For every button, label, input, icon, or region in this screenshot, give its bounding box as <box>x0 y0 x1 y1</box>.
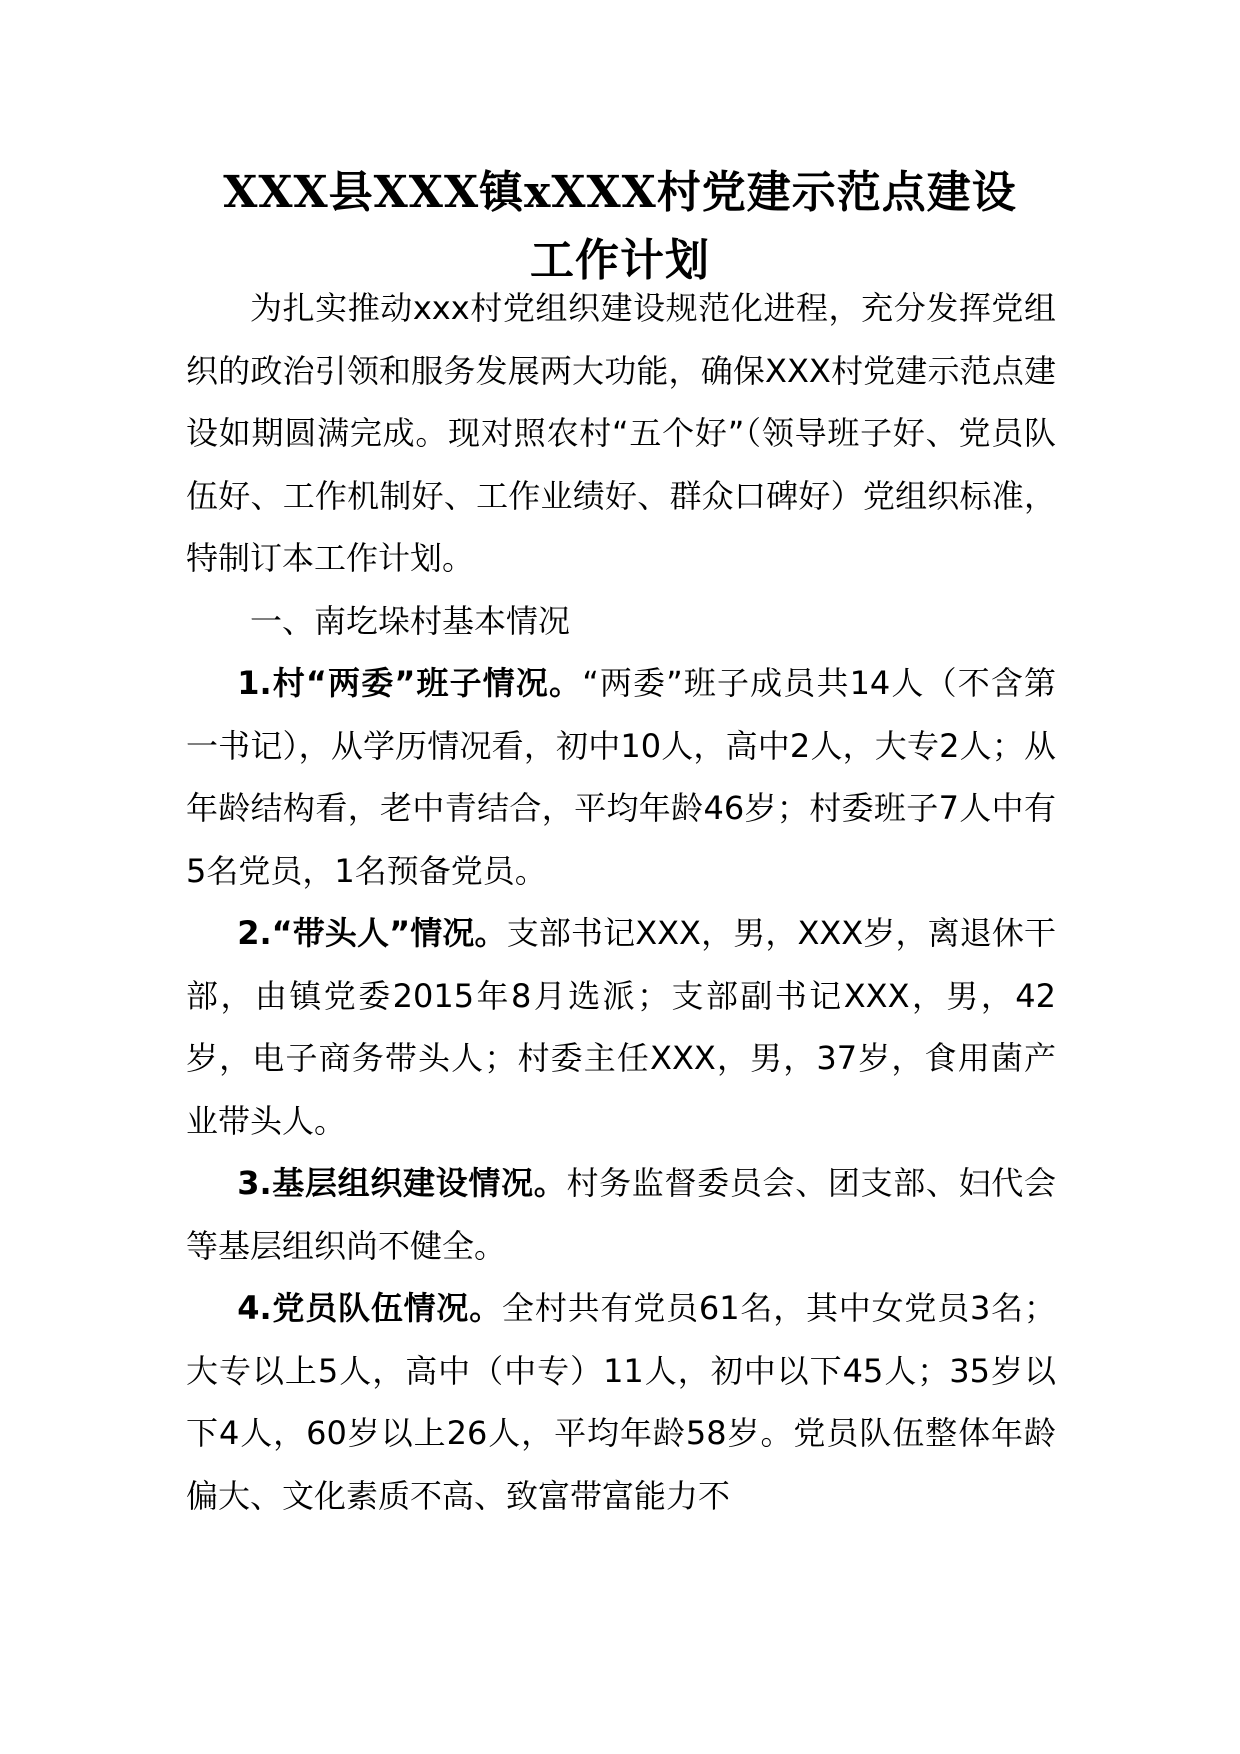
item-paragraph <box>186 1277 1056 1527</box>
item-text: 支部书记XXX，男，XXX岁，离退休干部，由镇党委2015年8月选派；支部副书记XXX，男，42岁，电子商务带头人；村委主任XXX，男，37岁，食用菌产业带头人。 <box>186 914 1056 1140</box>
intro-paragraph: 为扎实推动xxx村党组织建设规范化进程，充分发挥党组织的政治引领和服务发展两大功能，确保XXX村党建示范点建设如期圆满完成。现对照农村“五个好”（领导班子好、党员队伍好、工作机制好、工作业绩好、群众口碑好）党组织标准，特制订本工作计划。 <box>186 289 1056 577</box>
item-heading: 2.“带头人”情况。 <box>237 914 507 952</box>
document-title-line2: 工作计划 <box>530 235 710 286</box>
item-text: 村务监督委员会、团支部、妇代会等基层组织尚不健全。 <box>186 1164 1056 1265</box>
item-text: 全村共有党员61名，其中女党员3名；大专以上5人，高中（中专）11人，初中以下45人；35岁以下4人，60岁以上26人，平均年龄58岁。党员队伍整体年龄偏大、文化素质不高、致富带富能力不 <box>186 1289 1056 1515</box>
document-body <box>186 277 1056 1527</box>
item-paragraph <box>186 902 1056 1152</box>
item-paragraph <box>186 652 1056 902</box>
item-heading: 4.党员队伍情况。 <box>237 1289 503 1327</box>
section-heading: 一、南圪垛村基本情况 <box>250 601 571 640</box>
document-title-line1: XXX县XXX镇xXXX村党建示范点建设 <box>223 167 1017 218</box>
item-heading: 3.基层组织建设情况。 <box>237 1164 567 1202</box>
item-text: “两委”班子成员共14人（不含第一书记），从学历情况看，初中10人，高中2人，大专2人；从年龄结构看，老中青结合，平均年龄46岁；村委班子7人中有5名党员，1名预备党员。 <box>186 664 1056 890</box>
item-paragraph <box>186 1152 1056 1277</box>
item-heading: 1.村“两委”班子情况。 <box>237 664 583 702</box>
